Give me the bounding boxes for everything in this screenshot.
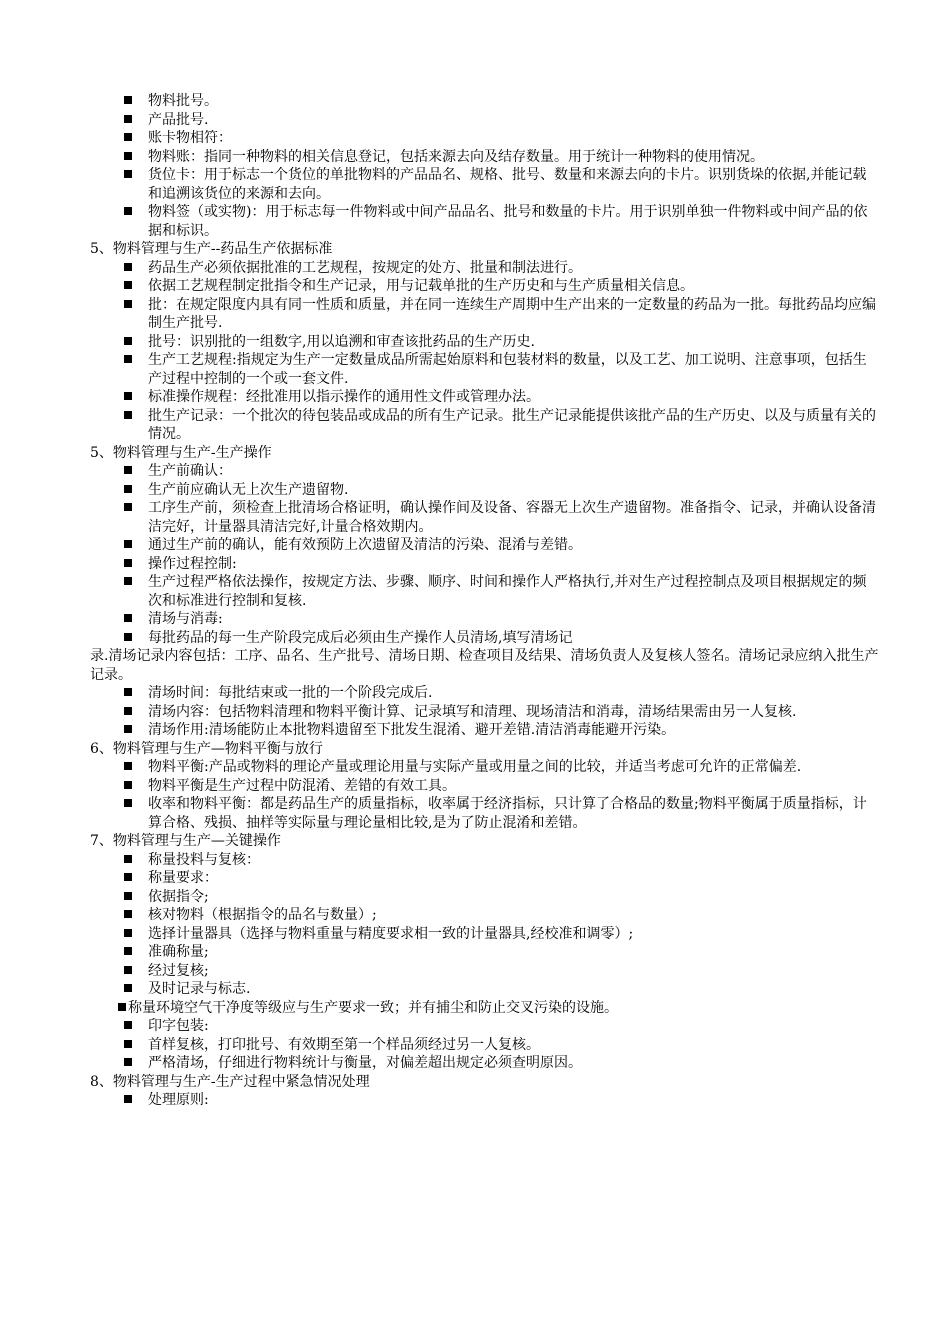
bullet-item bbox=[90, 999, 880, 1018]
bullet-text: 批：在规定限度内具有同一性质和质量，并在同一连续生产周期中生产出来的一定数量的药品为一批。每批药品均应编制生产批号. bbox=[148, 296, 876, 331]
bullet-item bbox=[90, 962, 880, 981]
square-bullet-icon bbox=[124, 633, 132, 641]
bullet-item bbox=[90, 259, 880, 278]
section-heading: 5、物料管理与生产--药品生产依据标准 bbox=[90, 241, 333, 257]
square-bullet-icon bbox=[124, 170, 132, 178]
bullet-text: 货位卡：用于标志一个货位的单批物料的产品品名、规格、批号、数量和来源去向的卡片。识别货垛的依据,并能记载和追溯该货位的来源和去向。 bbox=[148, 167, 867, 202]
bullet-item bbox=[90, 351, 880, 388]
bullet-text: 生产过程严格依法操作，按规定方法、步骤、顺序、时间和操作人严格执行,并对生产过程控制点及项目根据规定的频次和标准进行控制和复核. bbox=[148, 574, 867, 609]
bullet-text: 称量投料与复核： bbox=[148, 851, 260, 868]
paragraph: 录.清场记录内容包括：工序、品名、生产批号、清场日期、检查项目及结果、清场负责人及复核人签名。清场记录应纳入批生产记录。 bbox=[90, 648, 879, 683]
bullet-item bbox=[90, 481, 880, 500]
bullet-text: 工序生产前，须检查上批清场合格证明，确认操作间及设备、容器无上次生产遗留物。准备指令、记录，并确认设备清洁完好，计量器具清洁完好,计量合格效期内。 bbox=[148, 500, 876, 535]
square-bullet-icon bbox=[124, 688, 132, 696]
square-bullet-icon bbox=[124, 355, 132, 363]
bullet-item bbox=[90, 888, 880, 907]
bullet-item bbox=[90, 1036, 880, 1055]
square-bullet-icon bbox=[118, 1003, 126, 1011]
bullet-item bbox=[90, 296, 880, 333]
square-bullet-icon bbox=[124, 855, 132, 863]
bullet-text: 处理原则: bbox=[148, 1092, 209, 1108]
square-bullet-icon bbox=[124, 207, 132, 215]
bullet-item bbox=[90, 1017, 880, 1036]
bullet-item bbox=[90, 148, 880, 167]
bullet-text: 选择计量器具（选择与物料重量与精度要求相一致的计量器具,经校准和调零）; bbox=[148, 925, 634, 942]
square-bullet-icon bbox=[124, 411, 132, 419]
bullet-text: 批生产记录：一个批次的待包装品或成品的所有生产记录。批生产记录能提供该批产品的生产历史、以及与质量有关的情况。 bbox=[148, 407, 876, 442]
bullet-item bbox=[90, 129, 880, 148]
bullet-text: 准确称量; bbox=[148, 944, 209, 960]
square-bullet-icon bbox=[124, 966, 132, 974]
square-bullet-icon bbox=[124, 929, 132, 937]
bullet-item bbox=[90, 925, 880, 944]
square-bullet-icon bbox=[124, 392, 132, 400]
bullet-item bbox=[90, 906, 880, 925]
bullet-item bbox=[90, 92, 880, 111]
bullet-item bbox=[90, 1054, 880, 1073]
bullet-item bbox=[90, 758, 880, 777]
bullet-item bbox=[90, 851, 880, 870]
bullet-text: 生产前确认： bbox=[148, 463, 232, 479]
bullet-text: 批号：识别批的一组数字,用以追溯和审查该批药品的生产历史. bbox=[148, 333, 535, 350]
square-bullet-icon bbox=[124, 466, 132, 474]
section-heading: 7、物料管理与生产—关键操作 bbox=[90, 833, 281, 849]
bullet-text: 生产前应确认无上次生产遗留物. bbox=[148, 481, 349, 498]
square-bullet-icon bbox=[124, 892, 132, 900]
square-bullet-icon bbox=[124, 762, 132, 770]
bullet-item bbox=[90, 703, 880, 722]
square-bullet-icon bbox=[124, 263, 132, 271]
bullet-item bbox=[90, 462, 880, 481]
bullet-item bbox=[90, 777, 880, 796]
square-bullet-icon bbox=[124, 947, 132, 955]
bullet-text: 经过复核; bbox=[148, 962, 209, 979]
bullet-text: 物料批号。 bbox=[148, 93, 218, 109]
bullet-item bbox=[90, 684, 880, 703]
square-bullet-icon bbox=[124, 503, 132, 511]
square-bullet-icon bbox=[124, 1095, 132, 1103]
bullet-item bbox=[90, 111, 880, 130]
bullet-text: 印字包装: bbox=[148, 1018, 209, 1034]
bullet-item bbox=[90, 980, 880, 999]
square-bullet-icon bbox=[124, 337, 132, 345]
bullet-item bbox=[90, 203, 880, 240]
bullet-text: 称量要求： bbox=[148, 870, 218, 886]
bullet-text: 清场与消毒: bbox=[148, 611, 223, 627]
square-bullet-icon bbox=[124, 614, 132, 622]
bullet-text: 标准操作规程：经批准用以指示操作的通用性文件或管理办法。 bbox=[148, 389, 540, 405]
square-bullet-icon bbox=[124, 707, 132, 715]
section-heading: 6、物料管理与生产—物料平衡与放行 bbox=[90, 740, 323, 757]
bullet-item bbox=[90, 536, 880, 555]
square-bullet-icon bbox=[124, 873, 132, 881]
square-bullet-icon bbox=[124, 300, 132, 308]
square-bullet-icon bbox=[124, 984, 132, 992]
bullet-item bbox=[90, 499, 880, 536]
bullet-text: 药品生产必须依据批准的工艺规程，按规定的处方、批量和制法进行。 bbox=[148, 259, 582, 276]
section-heading: 8、物料管理与生产-生产过程中紧急情况处理 bbox=[90, 1073, 370, 1090]
bullet-text: 严格清场，仔细进行物料统计与衡量，对偏差超出规定必须查明原因。 bbox=[148, 1055, 582, 1071]
bullet-item bbox=[90, 573, 880, 610]
bullet-text: 首样复核，打印批号、有效期至第一个样品须经过另一人复核。 bbox=[148, 1036, 540, 1053]
bullet-text: 每批药品的每一生产阶段完成后必须由生产操作人员清场,填写清场记 bbox=[148, 629, 573, 646]
square-bullet-icon bbox=[124, 115, 132, 123]
bullet-item bbox=[90, 277, 880, 296]
square-bullet-icon bbox=[124, 152, 132, 160]
bullet-text: 称量环境空气干净度等级应与生产要求一致；并有捕尘和防止交叉污染的设施。 bbox=[128, 999, 618, 1016]
bullet-text: 操作过程控制: bbox=[148, 555, 237, 572]
bullet-text: 清场作用:清场能防止本批物料遗留至下批发生混淆、避开差错.清洁消毒能避开污染。 bbox=[148, 722, 676, 738]
bullet-item bbox=[90, 1091, 880, 1110]
bullet-text: 清场时间：每批结束或一批的一个阶段完成后. bbox=[148, 685, 433, 701]
bullet-text: 依据工艺规程制定批指令和生产记录，用与记载单批的生产历史和与生产质量相关信息。 bbox=[148, 278, 694, 294]
square-bullet-icon bbox=[124, 485, 132, 493]
bullet-item bbox=[90, 721, 880, 740]
bullet-text: 通过生产前的确认，能有效预防上次遗留及清洁的污染、混淆与差错。 bbox=[148, 537, 582, 553]
section-heading: 5、物料管理与生产-生产操作 bbox=[90, 444, 272, 461]
square-bullet-icon bbox=[124, 910, 132, 918]
square-bullet-icon bbox=[124, 577, 132, 585]
bullet-item bbox=[90, 943, 880, 962]
square-bullet-icon bbox=[124, 96, 132, 104]
square-bullet-icon bbox=[124, 1058, 132, 1066]
bullet-item bbox=[90, 407, 880, 444]
bullet-text: 物料平衡是生产过程中防混淆、差错的有效工具。 bbox=[148, 777, 456, 794]
bullet-item bbox=[90, 166, 880, 203]
square-bullet-icon bbox=[124, 133, 132, 141]
square-bullet-icon bbox=[124, 559, 132, 567]
bullet-text: 产品批号. bbox=[148, 111, 209, 128]
bullet-text: 依据指令; bbox=[148, 888, 209, 905]
bullet-item bbox=[90, 388, 880, 407]
bullet-text: 收率和物料平衡：都是药品生产的质量指标，收率属于经济指标，只计算了合格品的数量;物料平衡属于质量指标，计算合格、残损、抽样等实际量与理论量相比较,是为了防止混淆和差错。 bbox=[148, 796, 867, 831]
square-bullet-icon bbox=[124, 540, 132, 548]
bullet-item bbox=[90, 795, 880, 832]
square-bullet-icon bbox=[124, 281, 132, 289]
square-bullet-icon bbox=[124, 1021, 132, 1029]
bullet-text: 物料账：指同一种物料的相关信息登记，包括来源去向及结存数量。用于统计一种物料的使用情况。 bbox=[148, 148, 764, 165]
bullet-item bbox=[90, 869, 880, 888]
square-bullet-icon bbox=[124, 725, 132, 733]
square-bullet-icon bbox=[124, 799, 132, 807]
bullet-text: 物料平衡:产品或物料的理论产量或理论用量与实际产量或用量之间的比较，并适当考虑可允许的正常偏差. bbox=[148, 759, 802, 775]
square-bullet-icon bbox=[124, 781, 132, 789]
bullet-text: 清场内容：包括物料清理和物料平衡计算、记录填写和清理、现场清洁和消毒，清场结果需由另一人复核. bbox=[148, 703, 797, 720]
bullet-item bbox=[90, 555, 880, 574]
bullet-text: 物料签（或实物)：用于标志每一件物料或中间产品品名、批号和数量的卡片。用于识别单独一件物料或中间产品的依据和标识。 bbox=[148, 204, 868, 239]
bullet-text: 生产工艺规程:指规定为生产一定数量成品所需起始原料和包装材料的数量，以及工艺、加工说明、注意事项，包括生产过程中控制的一个或一套文件. bbox=[148, 352, 867, 387]
bullet-text: 及时记录与标志. bbox=[148, 981, 251, 997]
bullet-item bbox=[90, 333, 880, 352]
bullet-text: 核对物料（根据指令的品名与数量）; bbox=[148, 907, 377, 923]
bullet-item bbox=[90, 629, 880, 648]
bullet-text: 账卡物相符： bbox=[148, 130, 232, 146]
bullet-item bbox=[90, 610, 880, 629]
square-bullet-icon bbox=[124, 1040, 132, 1048]
document-page bbox=[90, 92, 880, 1110]
